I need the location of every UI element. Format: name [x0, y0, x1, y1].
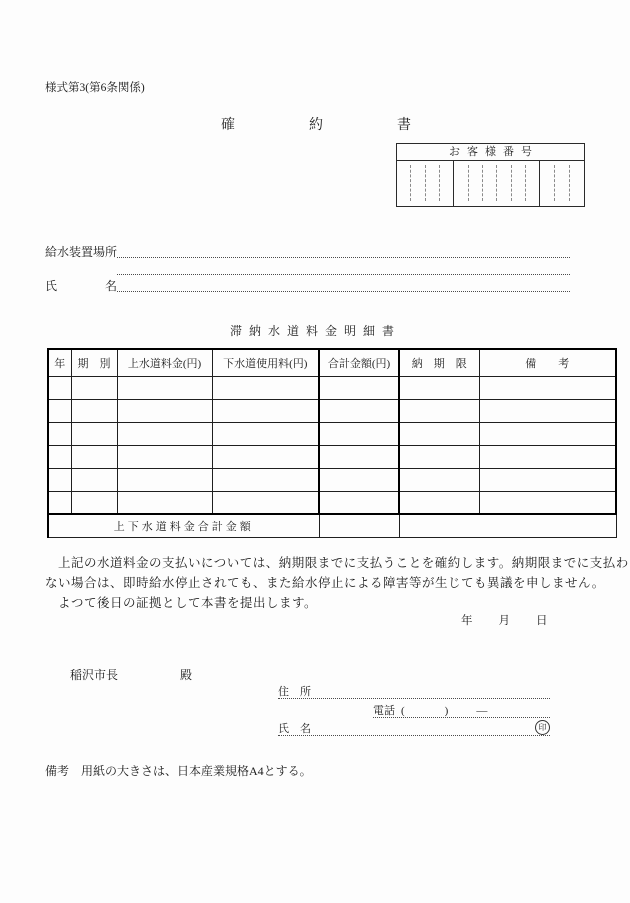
- empty-cell: [71, 468, 117, 491]
- customer-number-cells: [397, 161, 584, 206]
- digit-cell: [570, 165, 584, 201]
- digit-cell: [540, 165, 555, 201]
- empty-cell: [212, 445, 319, 468]
- empty-cell: [117, 376, 212, 399]
- empty-cell: [117, 445, 212, 468]
- empty-cell: [319, 399, 399, 422]
- customer-name-label: 氏 名: [45, 279, 118, 293]
- customer-number-section: [453, 161, 539, 206]
- col-period: 期 別: [71, 349, 117, 376]
- mayor-name: 稲沢市長: [70, 668, 119, 682]
- table-row: [48, 376, 616, 399]
- pledge-paragraph: [45, 553, 629, 613]
- grand-total-label: 上下水道料金合計金額: [48, 514, 319, 537]
- empty-cell: [399, 376, 479, 399]
- col-sewer-charge: 下水道使用料(円): [212, 349, 319, 376]
- phone-paren-open: (: [401, 705, 405, 717]
- empty-cell: [117, 491, 212, 514]
- digit-cell: [526, 165, 539, 201]
- digit-cell: [426, 165, 440, 201]
- empty-cell: [212, 491, 319, 514]
- customer-number-section: [539, 161, 584, 206]
- form-title: 確 約 書: [221, 118, 441, 133]
- col-total-amount: 合計金額(円): [319, 349, 399, 376]
- empty-cell: [71, 422, 117, 445]
- table-row: [48, 468, 616, 491]
- empty-cell: [399, 422, 479, 445]
- digit-cell: [411, 165, 425, 201]
- empty-cell: [71, 399, 117, 422]
- table-row: [48, 445, 616, 468]
- empty-cell: [212, 376, 319, 399]
- empty-cell: [479, 468, 616, 491]
- seal-mark: [535, 720, 550, 735]
- phone-label: 電話: [373, 705, 395, 717]
- seal-character: 印: [538, 722, 547, 732]
- empty-cell: [479, 399, 616, 422]
- empty-cell: [319, 376, 399, 399]
- table-row: [48, 422, 616, 445]
- table-header-row: [48, 349, 616, 376]
- empty-cell: [71, 491, 117, 514]
- supply-location-row-2: [117, 263, 570, 275]
- empty-cell: [319, 491, 399, 514]
- empty-cell: [48, 468, 71, 491]
- supply-location-label: 給水装置場所: [45, 245, 118, 259]
- digit-cell: [469, 165, 483, 201]
- grand-total-row: [48, 514, 616, 537]
- col-year: 年: [48, 349, 71, 376]
- digit-cell: [497, 165, 511, 201]
- col-water-charge: 上水道料金(円): [117, 349, 212, 376]
- empty-cell: [319, 468, 399, 491]
- phone-paren-close: ): [444, 705, 449, 717]
- addressee-line: [58, 651, 192, 698]
- empty-cell: [117, 399, 212, 422]
- col-due-date: 納 期 限: [399, 349, 479, 376]
- empty-cell: [399, 491, 479, 514]
- empty-cell: [48, 422, 71, 445]
- honorific: 殿: [180, 668, 193, 682]
- empty-cell: [48, 376, 71, 399]
- table-row: [48, 491, 616, 514]
- customer-number-section: [397, 161, 453, 206]
- form-number: 様式第3(第6条関係): [45, 82, 145, 94]
- empty-cell: [117, 468, 212, 491]
- empty-cell: [71, 376, 117, 399]
- address-label: 住 所: [278, 686, 311, 698]
- phone-row: [373, 705, 550, 718]
- empty-cell: [399, 399, 479, 422]
- empty-cell: [48, 399, 71, 422]
- empty-cell: [48, 491, 71, 514]
- customer-name-row: [45, 280, 570, 292]
- digit-cell: [397, 165, 411, 201]
- empty-cell: [319, 445, 399, 468]
- signature-name-row: [278, 722, 550, 736]
- empty-cell: [479, 445, 616, 468]
- supply-location-write-line-2: [117, 262, 570, 275]
- customer-number-label: お客様番号: [397, 144, 584, 161]
- customer-name-write-line: [117, 279, 570, 292]
- pledge-line: よつて後日の証拠として本書を提出します。: [45, 596, 318, 610]
- empty-cell: [479, 491, 616, 514]
- empty-cell: [212, 422, 319, 445]
- empty-cell: [48, 445, 71, 468]
- empty-cell: [212, 399, 319, 422]
- empty-cell: [399, 468, 479, 491]
- digit-cell: [555, 165, 570, 201]
- empty-cell: [479, 422, 616, 445]
- arrears-statement-table: [47, 348, 617, 538]
- digit-cell: [454, 165, 468, 201]
- address-row: [278, 686, 550, 699]
- paper-size-note: 備考 用紙の大きさは、日本産業規格A4とする。: [45, 764, 312, 778]
- customer-number-box: [396, 143, 585, 207]
- digit-cell: [483, 165, 497, 201]
- empty-cell: [319, 422, 399, 445]
- date-line: 年 月 日: [461, 615, 549, 627]
- digit-cell: [512, 165, 526, 201]
- col-remarks: 備 考: [479, 349, 616, 376]
- pledge-line: ない場合は、即時給水停止されても、また給水停止による障害等が生じても異議を申しません。: [45, 576, 605, 590]
- signature-name-label: 氏 名: [278, 723, 311, 735]
- grand-total-amount-cell: [319, 514, 399, 537]
- digit-cell: [440, 165, 453, 201]
- phone-dash: ―: [476, 705, 488, 717]
- supply-location-write-line: [117, 245, 570, 258]
- pledge-line: 上記の水道料金の支払いについては、納期限までに支払うことを確約します。納期限までに支払わ: [45, 556, 629, 570]
- table-ghost-area: [399, 514, 616, 537]
- empty-cell: [212, 468, 319, 491]
- supply-location-row: [45, 246, 570, 258]
- empty-cell: [71, 445, 117, 468]
- statement-table-title: 滞納水道料金明細書: [230, 324, 402, 338]
- empty-cell: [399, 445, 479, 468]
- empty-cell: [479, 376, 616, 399]
- table-row: [48, 399, 616, 422]
- empty-cell: [117, 422, 212, 445]
